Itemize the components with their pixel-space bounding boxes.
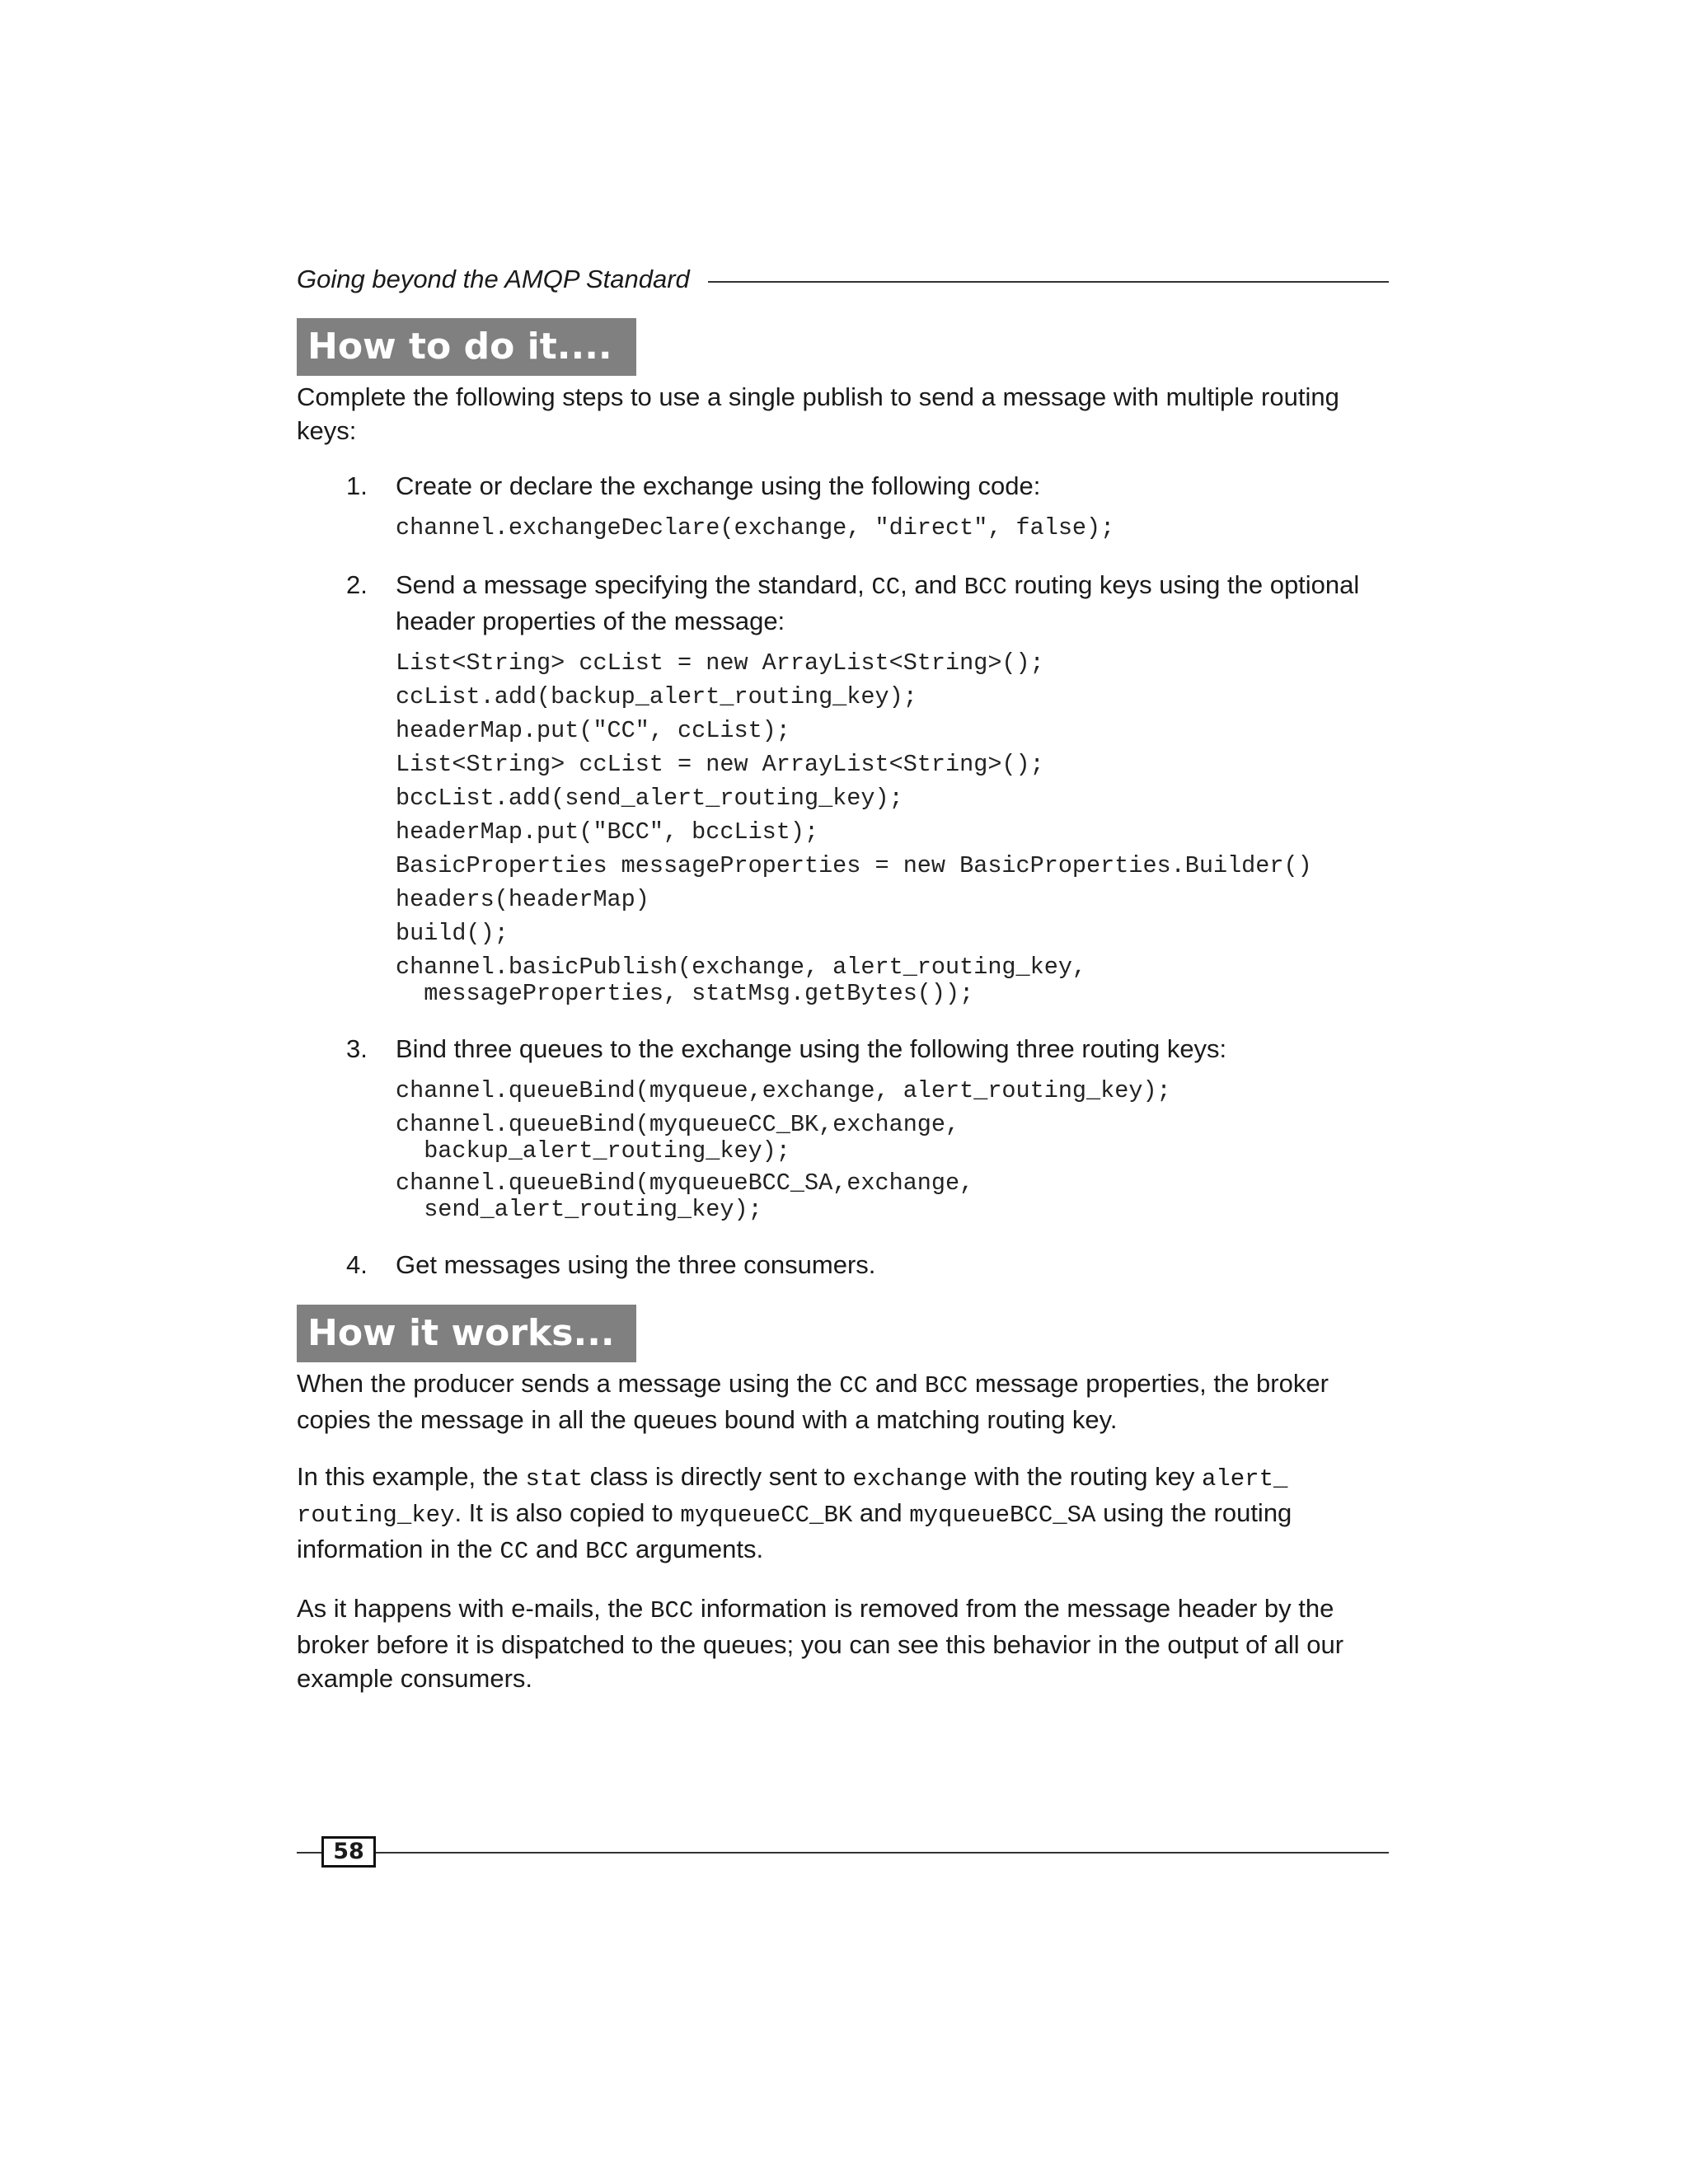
- page-footer: [297, 1836, 1389, 1869]
- code-line: List<String> ccList = new ArrayList<String>();: [396, 649, 1044, 677]
- text-run: routing keys using the optional header properties of the message:: [396, 570, 1360, 635]
- text-run: information is removed from the message header by the broker before it is dispatched to the queues; you can see this behavior in the output of all our example consumers.: [297, 1594, 1344, 1693]
- text-run: arguments.: [628, 1535, 764, 1563]
- inline-code: BCC: [964, 574, 1007, 601]
- text-run: using the routing information in the: [297, 1498, 1292, 1563]
- paragraph-how-it-works-1: [297, 1366, 1389, 1436]
- page-content: [297, 255, 1389, 1695]
- inline-code: alert_: [1201, 1465, 1288, 1493]
- code-line: headerMap.put("BCC", bccList);: [396, 818, 819, 846]
- code-block: [396, 1074, 1389, 1225]
- text-run: with the routing key: [967, 1462, 1202, 1491]
- step-text: Create or declare the exchange using the following code:: [396, 471, 1041, 500]
- code-line: backup_alert_routing_key);: [396, 1137, 790, 1165]
- inline-code: myqueueBCC_SA: [909, 1502, 1096, 1529]
- step-number: 1.: [346, 471, 368, 500]
- list-item-step-3: [297, 1032, 1389, 1225]
- text-run: and: [528, 1535, 586, 1563]
- text-run: Send a message specifying the standard,: [396, 570, 872, 599]
- code-line: channel.basicPublish(exchange, alert_routing_key,: [396, 954, 1087, 981]
- footer-rule-left: [297, 1852, 321, 1854]
- list-item-step-1: [297, 469, 1389, 545]
- inline-code: CC: [499, 1538, 529, 1565]
- footer-rule-right: [376, 1852, 1389, 1854]
- code-line: ccList.add(backup_alert_routing_key);: [396, 683, 917, 710]
- inline-code: CC: [871, 574, 901, 601]
- list-item-step-4: [297, 1248, 1389, 1282]
- steps-list: [297, 469, 1389, 1282]
- section-heading-how-it-works: How it works...: [297, 1305, 636, 1362]
- step-text: Get messages using the three consumers.: [396, 1250, 876, 1279]
- text-run: and: [868, 1369, 926, 1398]
- page-number: 58: [321, 1836, 376, 1868]
- code-line: channel.queueBind(myqueue,exchange, alert_routing_key);: [396, 1077, 1171, 1104]
- text-run: . It is also copied to: [454, 1498, 681, 1527]
- code-line: channel.queueBind(myqueueCC_BK,exchange,: [396, 1111, 960, 1138]
- section-heading-how-to-do-it: How to do it....: [297, 318, 636, 376]
- step-text: [396, 568, 1389, 638]
- inline-code: routing_key: [297, 1502, 455, 1529]
- paragraph-how-it-works-3: [297, 1591, 1389, 1695]
- intro-paragraph: Complete the following steps to use a single publish to send a message with multiple routing keys:: [297, 382, 1339, 445]
- inline-code: BCC: [585, 1538, 629, 1565]
- step-number: 4.: [346, 1250, 368, 1279]
- text-run: , and: [900, 570, 964, 599]
- paragraph-how-it-works-2: [297, 1460, 1389, 1568]
- text-run: class is directly sent to: [583, 1462, 853, 1491]
- inline-code: myqueueCC_BK: [680, 1502, 853, 1529]
- text-run: As it happens with e-mails, the: [297, 1594, 651, 1623]
- code-line: channel.queueBind(myqueueBCC_SA,exchange,: [396, 1169, 974, 1197]
- code-line: channel.exchangeDeclare(exchange, "direct", false);: [396, 514, 1115, 541]
- code-line: BasicProperties messageProperties = new BasicProperties.Builder(): [396, 852, 1312, 879]
- text-run: In this example, the: [297, 1462, 526, 1491]
- inline-code: CC: [839, 1372, 869, 1399]
- inline-code: stat: [525, 1465, 584, 1493]
- step-number: 3.: [346, 1034, 368, 1063]
- running-header: [297, 255, 1389, 302]
- code-line: List<String> ccList = new ArrayList<String>();: [396, 751, 1044, 778]
- header-rule: [708, 281, 1389, 283]
- code-line: build();: [396, 920, 509, 947]
- text-run: message properties, the broker copies the message in all the queues bound with a matching routing key.: [297, 1369, 1329, 1434]
- code-line: messageProperties, statMsg.getBytes());: [396, 980, 974, 1007]
- code-line: headerMap.put("CC", ccList);: [396, 717, 790, 744]
- text-run: When the producer sends a message using the: [297, 1369, 840, 1398]
- inline-code: BCC: [925, 1372, 968, 1399]
- code-line: bccList.add(send_alert_routing_key);: [396, 785, 903, 812]
- code-line: send_alert_routing_key);: [396, 1196, 762, 1223]
- inline-code: BCC: [650, 1597, 694, 1624]
- code-block: [396, 646, 1389, 1009]
- inline-code: exchange: [852, 1465, 968, 1493]
- text-run: and: [852, 1498, 910, 1527]
- step-number: 2.: [346, 570, 368, 599]
- chapter-title: Going beyond the AMQP Standard: [297, 264, 690, 293]
- step-text: Bind three queues to the exchange using the following three routing keys:: [396, 1034, 1227, 1063]
- code-line: headers(headerMap): [396, 886, 649, 913]
- code-block: [396, 511, 1389, 545]
- list-item-step-2: [297, 568, 1389, 1009]
